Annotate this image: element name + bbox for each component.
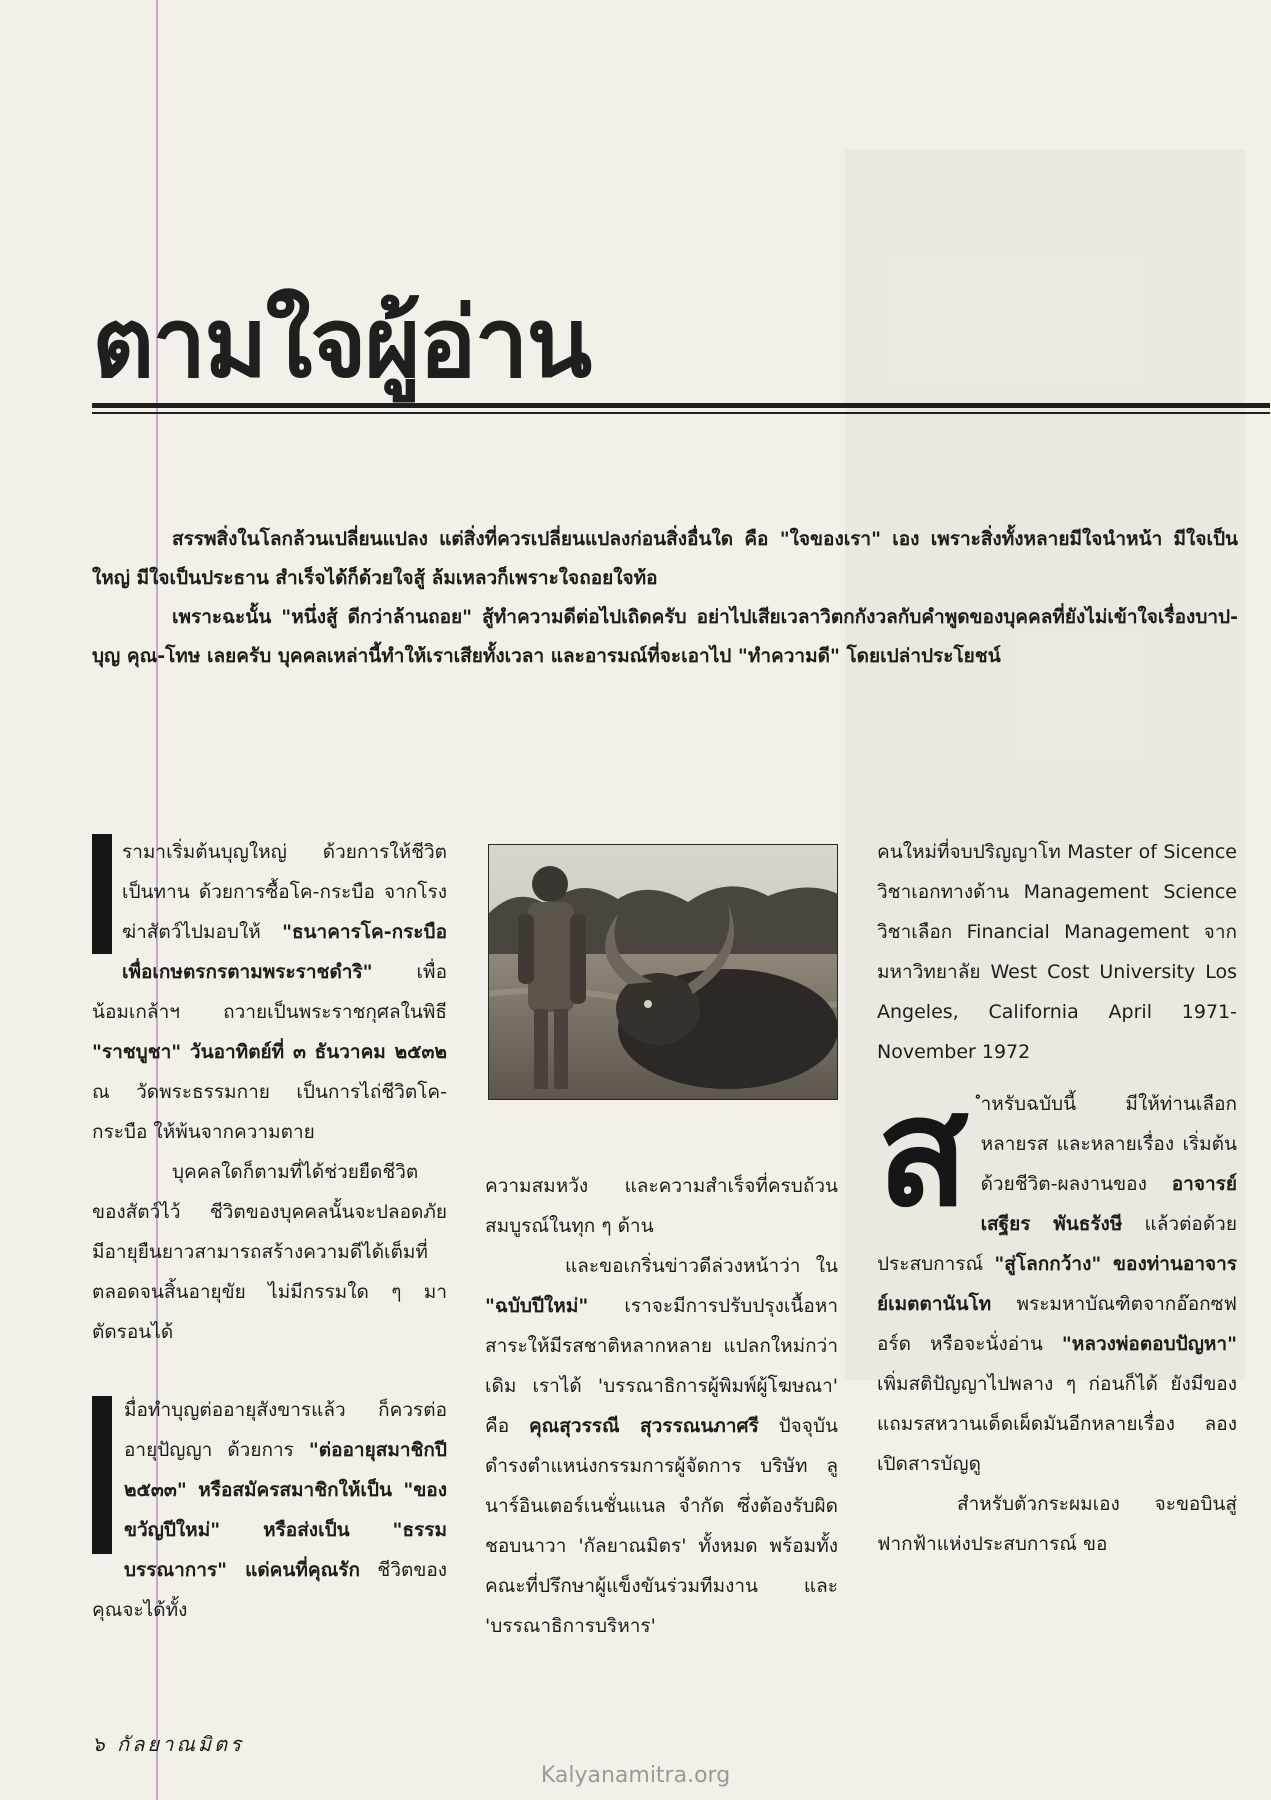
page-title: ตามใจผู้อ่าน bbox=[92, 287, 591, 399]
column-left bbox=[92, 832, 447, 1630]
intro-paragraph: เพราะฉะนั้น "หนึ่งสู้ ดีกว่าล้านถอย" สู้ทำความดีต่อไปเถิดครับ อย่าไปเสียเวลาวิตกกังวลกับคำพูดของบุคคลที่ยังไม่เข้าใจเรื่องบาป-บุญ คุณ-โทษ เลยครับ บุคคลเหล่านี้ทำให้เราเสียทั้งเวลา และอารมณ์ที่จะเอาไป "ทำความดี" โดยเปล่าประโยชน์ bbox=[92, 606, 1238, 667]
drop-cap-letter: ส bbox=[877, 1066, 969, 1240]
intro-section bbox=[92, 520, 1238, 676]
paragraph: ความสมหวัง และความสำเร็จที่ครบถ้วนสมบูรณ์ในทุก ๆ ด้าน bbox=[485, 1175, 838, 1237]
paragraph: มื่อทำบุญต่ออายุสังขารแล้ว ก็ควรต่ออายุปัญญา ด้วยการ "ต่ออายุสมาชิกปี ๒๕๓๓" หรือสมัครสมาชิกให้เป็น "ของขวัญปีใหม่" หรือส่งเป็น "ธรรมบรรณาการ" แด่คนที่คุณรัก ชีวิตของคุณจะได้ทั้ง bbox=[92, 1390, 447, 1630]
paragraph: และขอเกริ่นข่าวดีล่วงหน้าว่า ใน "ฉบับปีใหม่" เราจะมีการปรับปรุงเนื้อหาสาระให้มีรสชาติหลากหลาย แปลกใหม่กว่าเดิม เราได้ 'บรรณาธิการผู้พิมพ์ผู้โฆษณา' คือ คุณสุวรรณี สุวรรณนภาศรี ปัจจุบันดำรงตำแหน่งกรรมการผู้จัดการ บริษัท ลูนาร์อินเตอร์เนชั่นแนล จำกัด ซึ่งต้องรับผิดชอบนาวา 'กัลยาณมิตร' ทั้งหมด พร้อมทั้งคณะที่ปรึกษาผู้แข็งขันร่วมทีมงาน และ 'บรรณาธิการบริหาร' bbox=[485, 1255, 838, 1637]
photo-farmer-with-buffalo bbox=[488, 844, 838, 1100]
paragraph: สำหรับตัวกระผมเอง จะขอบินสู่ฟากฟ้าแห่งประสบการณ์ ขอ bbox=[877, 1493, 1237, 1555]
paragraph: รามาเริ่มต้นบุญใหญ่ ด้วยการให้ชีวิตเป็นทาน ด้วยการซื้อโค-กระบือ จากโรงฆ่าสัตว์ไปมอบให้ "ธนาคารโค-กระบือเพื่อเกษตรกรตามพระราชดำริ" เพื่อน้อมเกล้าฯ ถวายเป็นพระราชกุศลในพิธี "ราชบูชา" วันอาทิตย์ที่ ๓ ธันวาคม ๒๕๓๒ ณ วัดพระธรรมกาย เป็นการไถ่ชีวิตโค-กระบือ ให้พ้นจากความตาย bbox=[92, 832, 447, 1152]
title-rule-thin bbox=[92, 412, 1270, 414]
paragraph: บุคคลใดก็ตามที่ได้ช่วยยืดชีวิตของสัตว์ไว้ ชีวิตของบุคคลนั้นจะปลอดภัย มีอายุยืนยาวสามารถสร้างความดีได้เต็มที่ตลอดจนสิ้นอายุขัย ไม่มีกรรมใด ๆ มาตัดรอนได้ bbox=[92, 1161, 447, 1343]
paragraph: คนใหม่ที่จบปริญญาโท Master of Sicence วิชาเอกทางด้าน Management Science วิชาเลือก Financial Management จากมหาวิทยาลัย West Cost University Los Angeles, California April 1971-November 1972 bbox=[877, 841, 1237, 1063]
watermark: Kalyanamitra.org bbox=[540, 1763, 731, 1788]
intro-paragraph: สรรพสิ่งในโลกล้วนเปลี่ยนแปลง แต่สิ่งที่ควรเปลี่ยนแปลงก่อนสิ่งอื่นใด คือ "ใจของเรา" เอง เพราะสิ่งทั้งหลายมีใจนำหน้า มีใจเป็นใหญ่ มีใจเป็นประธาน สำเร็จได้ก็ด้วยใจสู้ ล้มเหลวก็เพราะใจถอยใจท้อ bbox=[92, 528, 1238, 589]
drop-cap-block bbox=[92, 1396, 112, 1554]
drop-cap-block bbox=[92, 834, 112, 954]
page-footer: ๖ กัลยาณมิตร bbox=[92, 1732, 244, 1756]
paragraph: ส ำหรับฉบับนี้ มีให้ท่านเลือกหลายรส และหลายเรื่อง เริ่มต้นด้วยชีวิต-ผลงานของ อาจารย์เสฐียร พันธรังษี แล้วต่อด้วยประสบการณ์ "สู่โลกกว้าง" ของท่านอาจารย์เมตตานันโท พระมหาบัณฑิตจากอ๊อกซฟอร์ด หรือจะนั่งอ่าน "หลวงพ่อตอบปัญหา" เพิ่มสติปัญญาไปพลาง ๆ ก่อนก็ได้ ยังมีของแถมรสหวานเด็ดเผ็ดมันอีกหลายเรื่อง ลองเปิดสารบัญดู bbox=[877, 1066, 1237, 1475]
column-middle bbox=[485, 1166, 838, 1646]
title-rule-thick bbox=[92, 403, 1270, 408]
photo-image bbox=[488, 844, 838, 1100]
column-right bbox=[877, 832, 1237, 1564]
